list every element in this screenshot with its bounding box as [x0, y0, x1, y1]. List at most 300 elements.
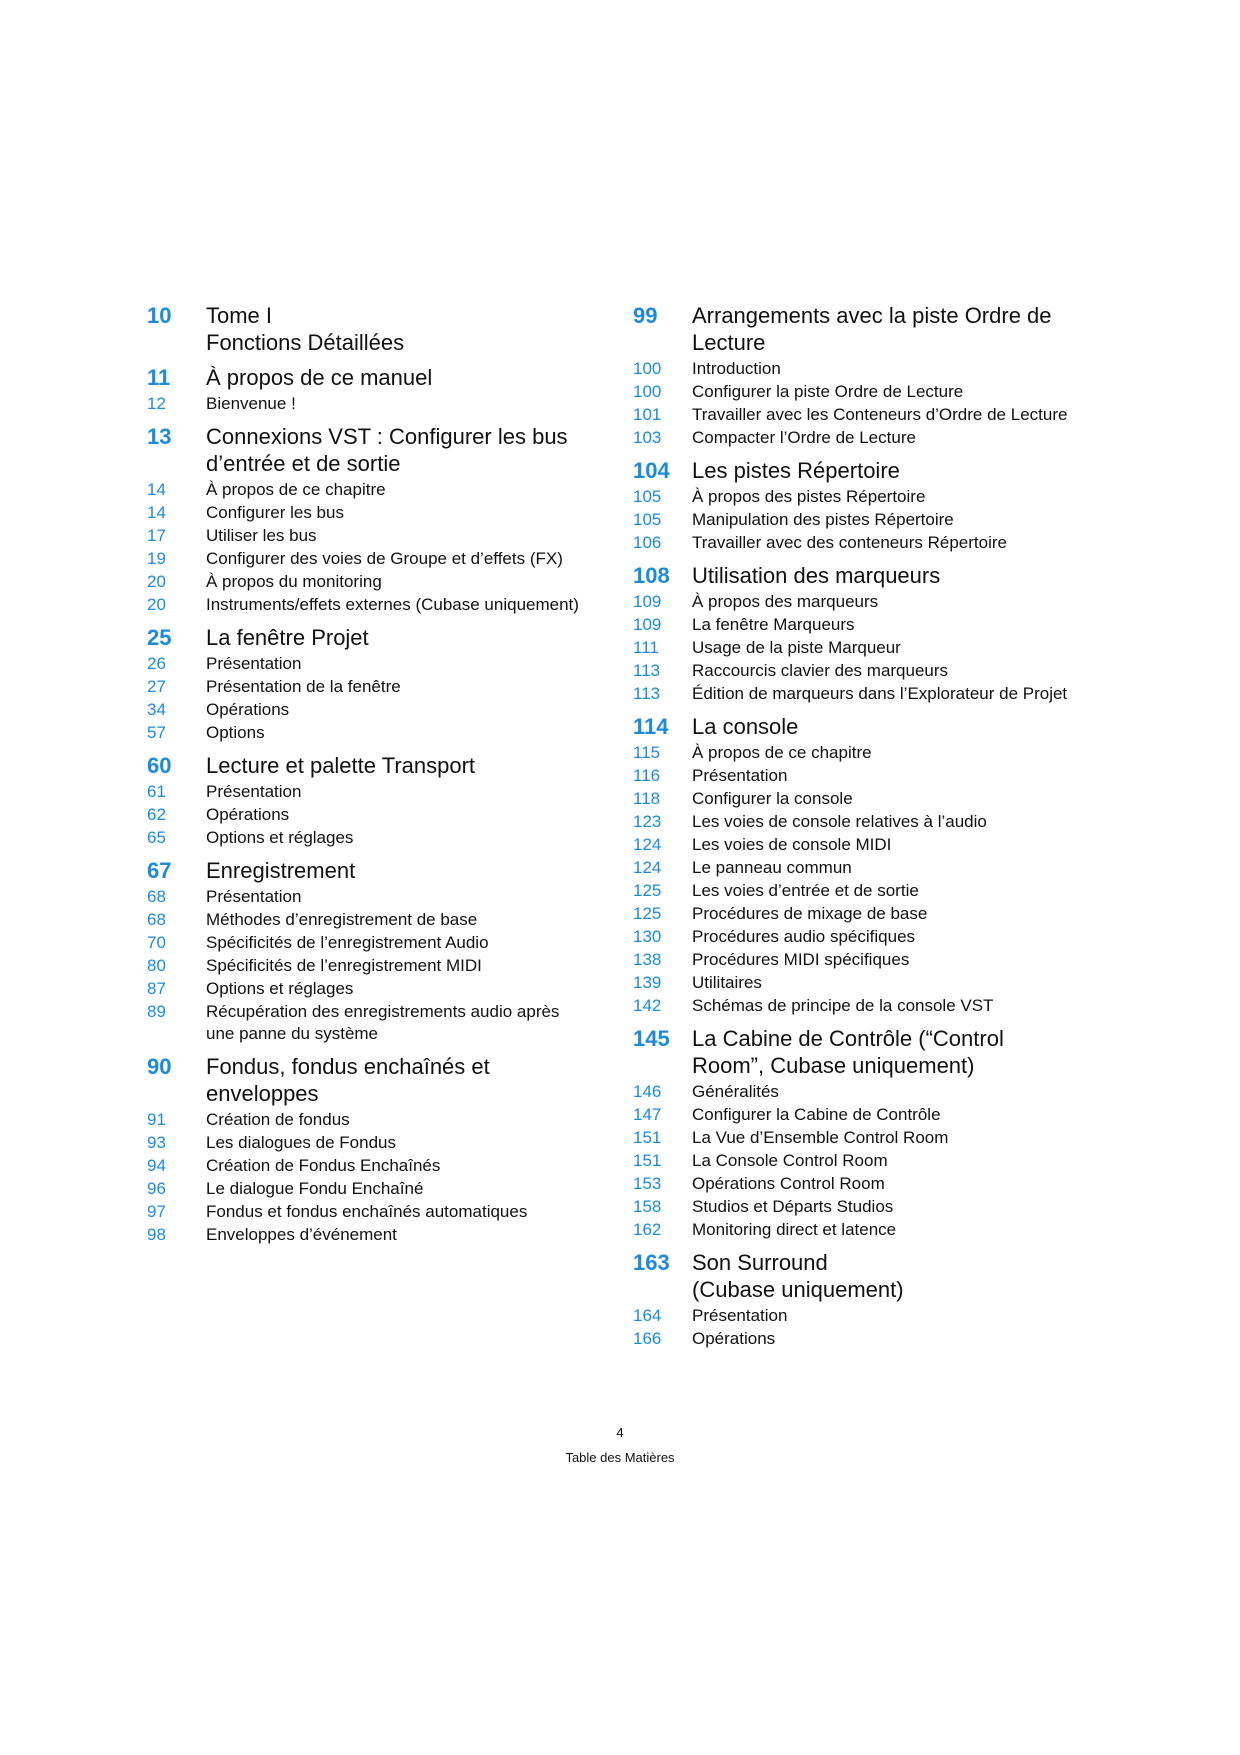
entry-title[interactable] — [206, 525, 317, 547]
entry-page-number[interactable]: 103 — [633, 428, 662, 447]
entry-page-number[interactable]: 166 — [633, 1329, 662, 1348]
chapter-page-number[interactable]: 11 — [147, 365, 171, 390]
entry-title[interactable] — [206, 722, 265, 744]
toc-chapter — [633, 713, 1103, 1017]
entry-title-line: Les voies de console relatives à l’audio — [692, 812, 987, 831]
toc-entry[interactable] — [147, 548, 617, 570]
chapter-title-line: Room”, Cubase uniquement) — [692, 1053, 975, 1078]
toc-entry[interactable] — [147, 1132, 617, 1154]
entry-page-number[interactable]: 125 — [633, 881, 662, 900]
entry-title-line: Présentation de la fenêtre — [206, 677, 401, 696]
entry-title[interactable] — [206, 1178, 423, 1200]
entry-title-line: Procédures MIDI spécifiques — [692, 950, 910, 969]
entry-title-line: Compacter l’Ordre de Lecture — [692, 428, 916, 447]
chapter-title[interactable] — [206, 364, 432, 391]
chapter-title-line: Connexions VST : Configurer les bus — [206, 424, 568, 449]
toc-entry[interactable] — [633, 509, 1103, 531]
entry-title[interactable] — [692, 381, 963, 403]
entry-title[interactable] — [692, 1150, 888, 1172]
toc-entry[interactable] — [147, 1155, 617, 1177]
chapter-heading[interactable] — [633, 713, 1103, 740]
entry-page-number[interactable]: 106 — [633, 533, 662, 552]
entry-title[interactable] — [692, 1219, 896, 1241]
entry-title[interactable] — [206, 548, 563, 570]
chapter-heading[interactable] — [147, 624, 617, 651]
toc-entry[interactable] — [633, 949, 1103, 971]
toc-entry[interactable] — [633, 995, 1103, 1017]
toc-entry[interactable] — [633, 358, 1103, 380]
toc-chapter — [633, 457, 1103, 554]
entry-title[interactable] — [692, 614, 855, 636]
entry-title-line: Configurer la Cabine de Contrôle — [692, 1105, 941, 1124]
entry-title[interactable] — [692, 1104, 941, 1126]
entry-page-number[interactable]: 147 — [633, 1105, 662, 1124]
entry-page-number[interactable]: 61 — [147, 782, 166, 801]
entry-title[interactable] — [692, 660, 948, 682]
toc-entry[interactable] — [633, 1150, 1103, 1172]
entry-page-number[interactable]: 113 — [633, 684, 661, 703]
entry-title[interactable] — [206, 827, 353, 849]
entry-title-line: Généralités — [692, 1082, 779, 1101]
entry-page-number[interactable]: 14 — [147, 503, 166, 522]
chapter-title-line: enveloppes — [206, 1081, 319, 1106]
toc-entry[interactable] — [633, 788, 1103, 810]
toc-entry[interactable] — [633, 637, 1103, 659]
entry-page-number[interactable]: 87 — [147, 979, 166, 998]
toc-entry[interactable] — [633, 614, 1103, 636]
entry-page-number[interactable]: 17 — [147, 526, 166, 545]
chapter-page-number[interactable]: 13 — [147, 424, 172, 449]
chapter-title[interactable] — [692, 562, 940, 589]
entry-page-number[interactable]: 91 — [147, 1110, 166, 1129]
toc-chapter — [633, 302, 1103, 449]
entry-page-number[interactable]: 115 — [633, 743, 661, 762]
entry-title[interactable] — [206, 1001, 559, 1045]
chapter-title-line: Lecture — [692, 330, 766, 355]
entry-title[interactable] — [206, 1224, 397, 1246]
entry-title-line: Récupération des enregistrements audio après — [206, 1002, 560, 1021]
entry-title-line: Monitoring direct et latence — [692, 1220, 897, 1239]
entry-page-number[interactable]: 142 — [633, 996, 662, 1015]
entry-title[interactable] — [692, 1173, 885, 1195]
entry-title[interactable] — [206, 781, 301, 803]
entry-page-number[interactable]: 96 — [147, 1179, 166, 1198]
toc-entry[interactable] — [147, 978, 617, 1000]
entry-page-number[interactable]: 70 — [147, 933, 166, 952]
entry-title[interactable] — [692, 742, 872, 764]
entry-title-line: Les voies de console MIDI — [692, 835, 892, 854]
entry-title[interactable] — [692, 857, 852, 879]
entry-title-line: Studios et Départs Studios — [692, 1197, 894, 1216]
entry-title-line: Création de fondus — [206, 1110, 350, 1129]
chapter-heading[interactable] — [633, 302, 1103, 356]
chapter-page-number[interactable]: 99 — [633, 303, 658, 328]
entry-title-line: Opérations — [206, 700, 290, 719]
toc-entry[interactable] — [147, 699, 617, 721]
entry-title-line: Création de Fondus Enchaînés — [206, 1156, 441, 1175]
toc-chapter — [633, 1249, 1103, 1350]
entry-title[interactable] — [692, 1081, 779, 1103]
entry-title[interactable] — [692, 903, 927, 925]
toc-entry[interactable] — [147, 1178, 617, 1200]
entry-title-line: Opérations — [692, 1329, 776, 1348]
entry-title-line: Configurer la piste Ordre de Lecture — [692, 382, 964, 401]
toc-entry[interactable] — [633, 683, 1103, 705]
entry-title-line: Fondus et fondus enchaînés automatiques — [206, 1202, 528, 1221]
chapter-title[interactable] — [692, 457, 900, 484]
entry-title-line: Le dialogue Fondu Enchaîné — [206, 1179, 424, 1198]
entry-page-number[interactable]: 125 — [633, 904, 662, 923]
chapter-page-number[interactable]: 60 — [147, 753, 172, 778]
chapter-heading[interactable] — [633, 457, 1103, 484]
entry-title-line: Raccourcis clavier des marqueurs — [692, 661, 949, 680]
entry-title-line: À propos des marqueurs — [692, 592, 879, 611]
entry-page-number[interactable]: 20 — [147, 572, 166, 591]
entry-page-number[interactable]: 62 — [147, 805, 166, 824]
chapter-title-line: Fondus, fondus enchaînés et — [206, 1054, 490, 1079]
entry-title[interactable] — [206, 1155, 440, 1177]
toc-column-left — [147, 302, 617, 1254]
entry-page-number[interactable]: 138 — [633, 950, 662, 969]
entry-page-number[interactable]: 14 — [147, 480, 166, 499]
chapter-title-line: La console — [692, 714, 799, 739]
entry-title-line: Méthodes d’enregistrement de base — [206, 910, 478, 929]
entry-title-line: Les voies d’entrée et de sortie — [692, 881, 919, 900]
entry-title[interactable] — [692, 637, 901, 659]
entry-title[interactable] — [692, 1305, 787, 1327]
chapter-title[interactable] — [206, 1053, 490, 1107]
entry-title[interactable] — [206, 955, 482, 977]
entry-title-line: Configurer les bus — [206, 503, 344, 522]
chapter-heading[interactable] — [147, 302, 617, 356]
entry-page-number[interactable]: 164 — [633, 1306, 662, 1325]
footer-title: Table des Matières — [565, 1450, 675, 1465]
entry-title[interactable] — [692, 880, 919, 902]
entry-title-line: Procédures audio spécifiques — [692, 927, 916, 946]
entry-title-line: Procédures de mixage de base — [692, 904, 928, 923]
chapter-title[interactable] — [692, 1025, 1004, 1079]
toc-entry[interactable] — [633, 1127, 1103, 1149]
entry-title-line: À propos de ce chapitre — [692, 743, 872, 762]
chapter-title[interactable] — [206, 624, 369, 651]
chapter-page-number[interactable]: 25 — [147, 625, 172, 650]
entry-page-number[interactable]: 27 — [147, 677, 166, 696]
chapter-page-number[interactable]: 67 — [147, 858, 172, 883]
chapter-title-line: Tome I — [206, 303, 273, 328]
entry-title[interactable] — [206, 909, 477, 931]
toc-entry[interactable] — [147, 653, 617, 675]
entry-title-line: Options — [206, 723, 265, 742]
entry-page-number[interactable]: 26 — [147, 654, 166, 673]
entry-page-number[interactable]: 19 — [147, 549, 166, 568]
chapter-title[interactable] — [206, 423, 568, 477]
toc-entry[interactable] — [633, 834, 1103, 856]
entry-page-number[interactable]: 151 — [633, 1128, 662, 1147]
entry-page-number[interactable]: 111 — [633, 638, 659, 657]
chapter-title-line: À propos de ce manuel — [206, 365, 433, 390]
toc-entry[interactable] — [633, 765, 1103, 787]
toc-entry[interactable] — [633, 1081, 1103, 1103]
entry-title[interactable] — [692, 788, 853, 810]
entry-title[interactable] — [206, 699, 289, 721]
chapter-heading[interactable] — [147, 423, 617, 477]
chapter-heading[interactable] — [147, 1053, 617, 1107]
chapter-title-line: Lecture et palette Transport — [206, 753, 476, 778]
entry-page-number[interactable]: 113 — [633, 661, 661, 680]
entry-title[interactable] — [206, 479, 386, 501]
toc-chapter — [147, 364, 617, 415]
entry-title-line: Options et réglages — [206, 828, 354, 847]
entry-title[interactable] — [206, 932, 489, 954]
entry-title-line: Travailler avec les Conteneurs d’Ordre de Lecture — [692, 405, 1068, 424]
chapter-title-line: La fenêtre Projet — [206, 625, 369, 650]
entry-page-number[interactable]: 116 — [633, 766, 661, 785]
entry-title-line: Instruments/effets externes (Cubase uniquement) — [206, 595, 579, 614]
toc-entry[interactable] — [633, 926, 1103, 948]
toc-entry[interactable] — [633, 857, 1103, 879]
chapter-title[interactable] — [692, 713, 798, 740]
toc-chapter — [633, 562, 1103, 705]
chapter-title-line: La Cabine de Contrôle (“Control — [692, 1026, 1004, 1051]
entry-title-line: Travailler avec des conteneurs Répertoire — [692, 533, 1007, 552]
chapter-heading[interactable] — [633, 1249, 1103, 1303]
entry-title[interactable] — [692, 427, 916, 449]
entry-page-number[interactable]: 98 — [147, 1225, 166, 1244]
entry-page-number[interactable]: 146 — [633, 1082, 662, 1101]
toc-entry[interactable] — [633, 742, 1103, 764]
entry-title[interactable] — [692, 1196, 893, 1218]
entry-title-line: Opérations Control Room — [692, 1174, 885, 1193]
toc-entry[interactable] — [147, 393, 617, 415]
toc-entry[interactable] — [147, 1001, 617, 1045]
toc-entry[interactable] — [147, 479, 617, 501]
entry-title[interactable] — [206, 571, 382, 593]
entry-page-number[interactable]: 124 — [633, 858, 662, 877]
entry-page-number[interactable]: 124 — [633, 835, 662, 854]
toc-chapter — [147, 624, 617, 744]
entry-page-number[interactable]: 118 — [633, 789, 661, 808]
entry-title[interactable] — [692, 949, 909, 971]
entry-page-number[interactable]: 57 — [147, 723, 166, 742]
chapter-page-number[interactable]: 108 — [633, 563, 670, 588]
entry-page-number[interactable]: 101 — [633, 405, 662, 424]
entry-title-line: Spécificités de l’enregistrement MIDI — [206, 956, 482, 975]
chapter-page-number[interactable]: 10 — [147, 303, 172, 328]
entry-page-number[interactable]: 109 — [633, 615, 662, 634]
toc-entry[interactable] — [633, 381, 1103, 403]
toc-entry[interactable] — [633, 880, 1103, 902]
entry-title-line: Utilitaires — [692, 973, 762, 992]
entry-page-number[interactable]: 89 — [147, 1002, 166, 1021]
entry-page-number[interactable]: 94 — [147, 1156, 166, 1175]
chapter-heading[interactable] — [147, 857, 617, 884]
entry-title[interactable] — [692, 404, 1067, 426]
chapter-page-number[interactable]: 104 — [633, 458, 670, 483]
entry-title-line: Le panneau commun — [692, 858, 852, 877]
entry-page-number[interactable]: 130 — [633, 927, 662, 946]
toc-entry[interactable] — [147, 909, 617, 931]
entry-title-line: Usage de la piste Marqueur — [692, 638, 901, 657]
entry-page-number[interactable]: 93 — [147, 1133, 166, 1152]
entry-title[interactable] — [692, 591, 878, 613]
toc-entry[interactable] — [147, 1201, 617, 1223]
chapter-heading[interactable] — [147, 364, 617, 391]
chapter-page-number[interactable]: 90 — [147, 1054, 172, 1079]
entry-page-number[interactable]: 65 — [147, 828, 166, 847]
entry-page-number[interactable]: 153 — [633, 1174, 662, 1193]
chapter-title[interactable] — [206, 857, 355, 884]
entry-page-number[interactable]: 100 — [633, 359, 662, 378]
toc-entry[interactable] — [147, 571, 617, 593]
entry-title[interactable] — [692, 509, 954, 531]
toc-entry[interactable] — [147, 886, 617, 908]
toc-entry[interactable] — [147, 676, 617, 698]
toc-entry[interactable] — [147, 955, 617, 977]
entry-page-number[interactable]: 68 — [147, 887, 166, 906]
entry-title[interactable] — [206, 594, 579, 616]
entry-title[interactable] — [206, 1109, 350, 1131]
chapter-title[interactable] — [206, 752, 475, 779]
toc-entry[interactable] — [633, 903, 1103, 925]
entry-title[interactable] — [206, 653, 301, 675]
page-number: 4 — [616, 1425, 624, 1440]
entry-title[interactable] — [206, 804, 289, 826]
entry-title-line: Utiliser les bus — [206, 526, 317, 545]
entry-title-line: Édition de marqueurs dans l’Explorateur de Projet — [692, 684, 1068, 703]
entry-title[interactable] — [206, 676, 401, 698]
chapter-title[interactable] — [692, 302, 1052, 356]
toc-entry[interactable] — [147, 502, 617, 524]
toc-entry[interactable] — [633, 972, 1103, 994]
toc-chapter — [633, 1025, 1103, 1241]
toc-entry[interactable] — [633, 1328, 1103, 1350]
entry-title[interactable] — [692, 972, 762, 994]
toc-entry[interactable] — [633, 1305, 1103, 1327]
toc-column-right — [633, 302, 1103, 1358]
chapter-title-line: Fonctions Détaillées — [206, 330, 405, 355]
chapter-page-number[interactable]: 145 — [633, 1026, 670, 1051]
entry-title-line: Les dialogues de Fondus — [206, 1133, 396, 1152]
chapter-title-line: Enregistrement — [206, 858, 356, 883]
toc-entry[interactable] — [633, 427, 1103, 449]
entry-title-line: Manipulation des pistes Répertoire — [692, 510, 954, 529]
chapter-heading[interactable] — [147, 752, 617, 779]
chapter-page-number[interactable]: 163 — [633, 1250, 670, 1275]
entry-title-line: Options et réglages — [206, 979, 354, 998]
entry-title-line: Introduction — [692, 359, 781, 378]
entry-page-number[interactable]: 123 — [633, 812, 662, 831]
entry-title[interactable] — [692, 1328, 775, 1350]
toc-entry[interactable] — [147, 722, 617, 744]
entry-page-number[interactable]: 68 — [147, 910, 166, 929]
toc-entry[interactable] — [147, 781, 617, 803]
toc-entry[interactable] — [147, 804, 617, 826]
entry-title[interactable] — [692, 926, 915, 948]
toc-entry[interactable] — [633, 1196, 1103, 1218]
toc-entry[interactable] — [147, 525, 617, 547]
entry-page-number[interactable]: 105 — [633, 510, 662, 529]
entry-title[interactable] — [692, 486, 925, 508]
entry-page-number[interactable]: 105 — [633, 487, 662, 506]
chapter-heading[interactable] — [633, 562, 1103, 589]
toc-entry[interactable] — [147, 827, 617, 849]
chapter-heading[interactable] — [633, 1025, 1103, 1079]
entry-title[interactable] — [206, 393, 296, 415]
entry-title[interactable] — [692, 995, 993, 1017]
entry-title[interactable] — [692, 811, 987, 833]
entry-title[interactable] — [692, 532, 1007, 554]
entry-title-line: La fenêtre Marqueurs — [692, 615, 855, 634]
toc-entry[interactable] — [633, 1104, 1103, 1126]
chapter-title-line: Les pistes Répertoire — [692, 458, 900, 483]
entry-title-line: À propos de ce chapitre — [206, 480, 386, 499]
toc-entry[interactable] — [633, 811, 1103, 833]
toc-entry[interactable] — [633, 532, 1103, 554]
chapter-title-line: (Cubase uniquement) — [692, 1277, 904, 1302]
chapter-title[interactable] — [692, 1249, 904, 1303]
chapter-title[interactable] — [206, 302, 404, 356]
toc-entry[interactable] — [633, 404, 1103, 426]
toc-entry[interactable] — [633, 591, 1103, 613]
entry-title-line: Opérations — [206, 805, 290, 824]
toc-entry[interactable] — [633, 486, 1103, 508]
entry-title-line: Configurer des voies de Groupe et d’effets (FX) — [206, 549, 563, 568]
entry-page-number[interactable]: 97 — [147, 1202, 166, 1221]
entry-title-line: Enveloppes d’événement — [206, 1225, 397, 1244]
toc-entry[interactable] — [147, 1224, 617, 1246]
toc-entry[interactable] — [633, 1219, 1103, 1241]
entry-title-line: Présentation — [692, 766, 788, 785]
toc-entry[interactable] — [633, 1173, 1103, 1195]
entry-title[interactable] — [206, 1132, 396, 1154]
toc-chapter — [147, 423, 617, 616]
toc-entry[interactable] — [633, 660, 1103, 682]
toc-chapter — [147, 302, 617, 356]
entry-page-number[interactable]: 34 — [147, 700, 166, 719]
entry-title[interactable] — [206, 502, 344, 524]
entry-page-number[interactable]: 12 — [147, 394, 166, 413]
entry-title-line: La Console Control Room — [692, 1151, 888, 1170]
toc-chapter — [147, 857, 617, 1045]
toc-entry[interactable] — [147, 594, 617, 616]
entry-page-number[interactable]: 151 — [633, 1151, 662, 1170]
toc-entry[interactable] — [147, 932, 617, 954]
entry-page-number[interactable]: 100 — [633, 382, 662, 401]
entry-title[interactable] — [206, 886, 301, 908]
entry-title[interactable] — [692, 834, 891, 856]
entry-title-line: Présentation — [206, 887, 302, 906]
toc-chapter — [147, 1053, 617, 1246]
entry-title-line: Présentation — [692, 1306, 788, 1325]
entry-title[interactable] — [692, 683, 1067, 705]
entry-page-number[interactable]: 80 — [147, 956, 166, 975]
entry-title[interactable] — [692, 1127, 948, 1149]
entry-title[interactable] — [206, 1201, 527, 1223]
entry-page-number[interactable]: 158 — [633, 1197, 662, 1216]
entry-page-number[interactable]: 20 — [147, 595, 166, 614]
chapter-title-line: Arrangements avec la piste Ordre de — [692, 303, 1052, 328]
entry-page-number[interactable]: 139 — [633, 973, 662, 992]
entry-page-number[interactable]: 109 — [633, 592, 662, 611]
entry-title-line: À propos du monitoring — [206, 572, 382, 591]
entry-title[interactable] — [692, 765, 787, 787]
entry-title[interactable] — [692, 358, 781, 380]
entry-page-number[interactable]: 162 — [633, 1220, 662, 1239]
chapter-title-line: Utilisation des marqueurs — [692, 563, 941, 588]
toc-entry[interactable] — [147, 1109, 617, 1131]
entry-title[interactable] — [206, 978, 353, 1000]
chapter-page-number[interactable]: 114 — [633, 714, 669, 739]
